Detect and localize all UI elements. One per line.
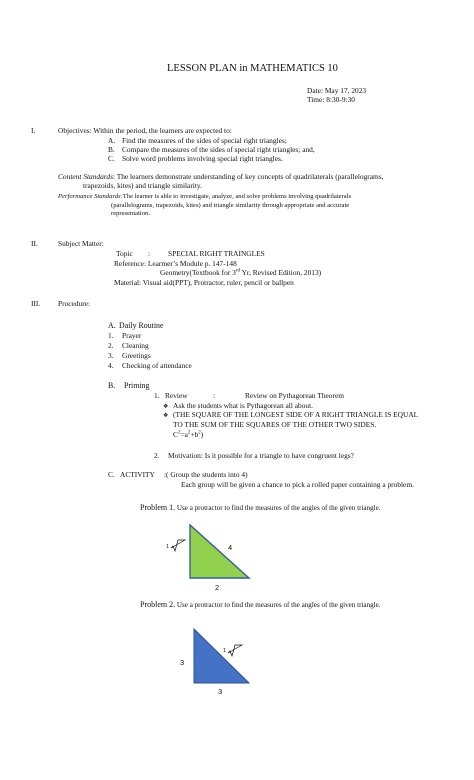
- triangle-2-base-label: 3: [218, 687, 223, 696]
- reference-text: Geometry(Textbook for 3: [160, 268, 236, 277]
- item-text: Solve word problems involving special right triangles.: [122, 154, 283, 163]
- formula-exponent: 2: [177, 430, 181, 436]
- material-line: Material: Visual aid(PPT), Protractor, ruler, pencil or ballpen: [114, 278, 294, 287]
- item-marker: A.: [108, 321, 116, 330]
- item-marker: 2.: [154, 451, 160, 460]
- item-text: Checking of attendance: [122, 361, 192, 370]
- content-standards-text: : The learners demonstrate understanding of key concepts of quadrilaterals (parallelograms,: [112, 172, 384, 181]
- formula-exponent: 2: [198, 430, 201, 436]
- reference-text-end: Yr, Revised Edition, 2013): [240, 268, 322, 277]
- diamond-bullet-icon: ❖: [163, 403, 169, 410]
- triangle-2-root-coefficient: 1: [223, 648, 227, 654]
- item-marker: 1.: [108, 331, 114, 340]
- reference-sup: rd: [235, 268, 241, 274]
- formula-part: +b: [190, 430, 199, 439]
- formula-part: C: [173, 430, 178, 439]
- problem-label: Problem 2.: [140, 600, 176, 609]
- formula-exponent: 2: [187, 430, 191, 436]
- time-text: Time: 8:30-9:30: [307, 95, 355, 104]
- triangle-2-side-label: 3: [180, 658, 185, 667]
- triangle-2-root-mark: [228, 645, 242, 656]
- triangle-1-hypotenuse-label: 4: [228, 543, 233, 552]
- item-marker: 3.: [108, 351, 114, 360]
- triangle-1-root-coefficient: 1: [166, 544, 170, 550]
- item-text: Find the measures of the sides of special right triangles;: [122, 136, 287, 145]
- topic-colon: :: [148, 249, 151, 258]
- content-standards-line: trapezoids, kites) and triangle similarity.: [83, 181, 202, 190]
- activity-description: Each group will be given a chance to pick a rolled paper containing a problem.: [181, 480, 414, 489]
- problem-text: Use a protractor to find the measures of the angles of the given triangle.: [176, 504, 381, 512]
- item-text: Cleaning: [122, 341, 149, 350]
- item-text: Compare the measures of the sides of special right triangles; and,: [122, 145, 315, 154]
- review-label: Review: [165, 391, 188, 400]
- item-marker: B.: [108, 145, 115, 154]
- activity-label: ACTIVITY: [120, 470, 155, 479]
- activity-text: :( Group the students into 4): [164, 470, 248, 479]
- formula-part: =a: [180, 430, 188, 439]
- item-text: Prayer: [122, 331, 142, 340]
- formula-part: ): [200, 430, 204, 439]
- section-number-3: III.: [31, 299, 41, 308]
- procedure-heading: Procedure:: [58, 299, 91, 308]
- item-marker: B.: [108, 381, 116, 390]
- item-marker: A.: [108, 136, 116, 145]
- content-standards-label: Content Standards: [58, 172, 113, 181]
- page-title: LESSON PLAN in MATHEMATICS 10: [167, 63, 338, 74]
- review-colon: :: [213, 391, 216, 400]
- section-number-2: II.: [31, 239, 38, 248]
- performance-standards-text: The learner is able to investigate, analyze, and solve problems involving quadrilaterals: [122, 193, 352, 200]
- item-marker: 2.: [108, 341, 114, 350]
- diamond-bullet-icon: ❖: [163, 412, 169, 419]
- item-marker: C.: [108, 470, 115, 479]
- problem-text: Use a protractor to find the measures of the angles of the given triangle.: [176, 601, 381, 609]
- motivation-text: Motivation: Is it possible for a triangle to have congruent legs?: [168, 451, 354, 460]
- topic-value: SPECIAL RIGHT TRAINGLES: [168, 249, 265, 258]
- bullet-text: (THE SQUARE OF THE LONGEST SIDE OF A RIGHT TRIANGLE IS EQUAL: [173, 410, 419, 419]
- item-marker: 1.: [154, 391, 160, 400]
- date-text: Date: May 17, 2023: [307, 86, 367, 95]
- item-marker: 4.: [108, 361, 114, 370]
- performance-standards-line: representation.: [111, 210, 150, 217]
- objectives-intro: Within the period, the learners are expected to:: [93, 126, 232, 135]
- topic-label: Topic: [116, 249, 133, 258]
- review-text: Review on Pythagorean Theorem: [245, 391, 344, 400]
- performance-standards-label: Performance Standards:: [58, 193, 123, 200]
- section-number-1: I.: [31, 126, 36, 135]
- item-marker: C.: [108, 154, 115, 163]
- subject-matter-heading: Subject Matter:: [58, 239, 104, 248]
- bullet-text: Ask the students what is Pythagorean all about.: [173, 401, 313, 410]
- right-triangle-blue: [194, 629, 249, 683]
- priming-label: Priming: [124, 381, 150, 390]
- problem-label: Problem 1.: [140, 503, 176, 512]
- daily-routine-label: Daily Routine: [119, 321, 164, 330]
- objectives-label: Objectives:: [58, 126, 92, 135]
- performance-standards-line: (parallelograms, trapezoids, kites) and triangle similarity through appropriate and accurate: [111, 202, 350, 209]
- reference-line: Reference: Learmer’s Module p. 147-148: [114, 259, 237, 268]
- triangle-1-base-label: 2: [215, 583, 220, 592]
- item-text: Greetings: [122, 351, 151, 360]
- review-bullet-line: TO THE SUM OF THE SQUARES OF THE OTHER TWO SIDES.: [173, 420, 377, 429]
